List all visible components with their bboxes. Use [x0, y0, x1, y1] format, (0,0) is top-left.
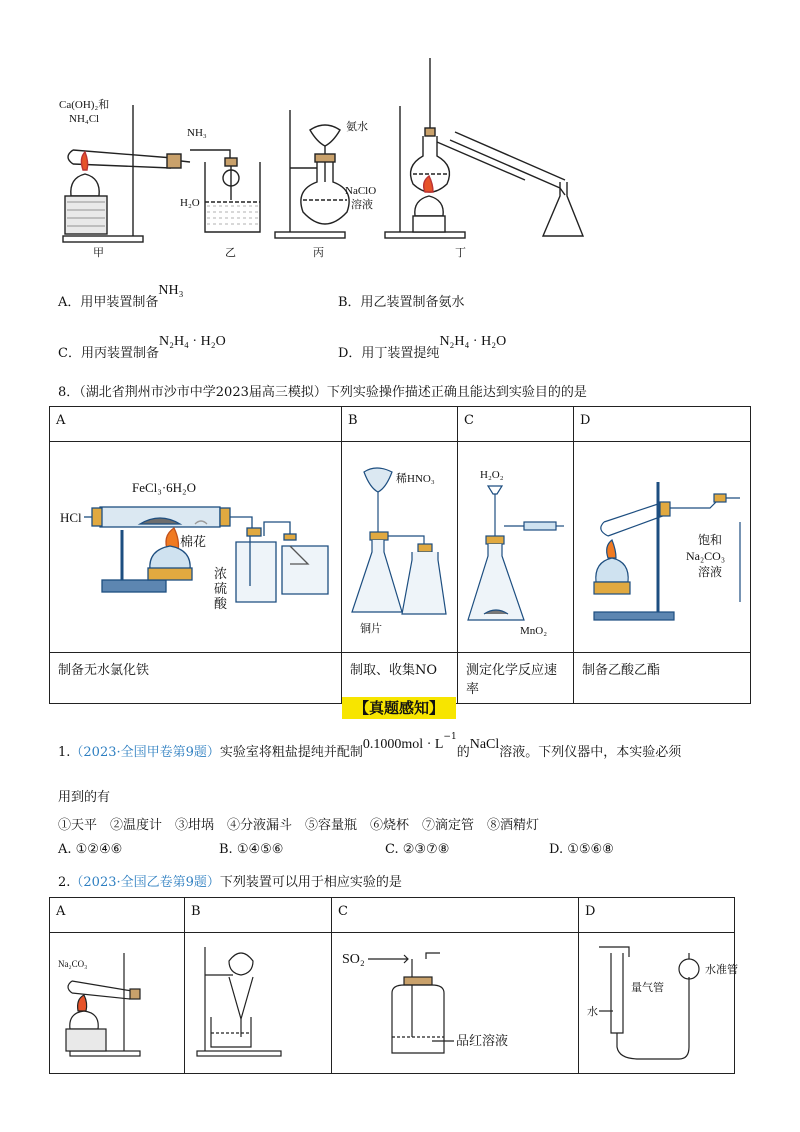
- problem-1-nacl: NaCl: [469, 737, 500, 752]
- p2-d-apparatus: [579, 933, 738, 1069]
- p2-header-d: D: [579, 898, 735, 933]
- p2-cell-b-figure: [185, 933, 332, 1074]
- apparatus-drawing-top: [55, 50, 755, 260]
- q8-a-cotton-label: 棉花: [180, 534, 207, 549]
- option-b-text: B．用乙装置制备氨水: [338, 295, 465, 310]
- option-d: [338, 334, 507, 362]
- p2-a-apparatus: [50, 933, 172, 1069]
- label-jia-reagent-2: NH₄Cl: [69, 113, 100, 125]
- q8-a-acid-label-2: 硫: [214, 581, 228, 596]
- caption-jia: 甲: [93, 247, 104, 259]
- q8-header-b: B: [342, 407, 458, 442]
- problem-1-choice-b: B. ①④⑤⑥: [219, 842, 284, 857]
- q8-b-apparatus: [342, 442, 448, 648]
- p2-cell-c-figure: [332, 933, 579, 1074]
- q8-d-sat-label-3: 溶液: [698, 565, 723, 579]
- problem-1-number: 1.: [58, 745, 71, 760]
- caption-bing: 丙: [313, 247, 324, 259]
- label-yi-gas: NH₃: [187, 127, 207, 139]
- section-banner: 【真题感知】: [342, 697, 456, 719]
- q8-a-apparatus: [50, 442, 338, 648]
- option-b: [338, 291, 465, 310]
- p2-c-pinhong-label: 品红溶液: [456, 1033, 509, 1048]
- p2-c-apparatus: [332, 933, 566, 1069]
- problem-2-source: （2023·全国乙卷第9题）: [70, 875, 220, 890]
- problem-2-number: 2.: [58, 875, 71, 890]
- q8-a-hcl-label: HCl: [60, 510, 82, 525]
- p2-header-a: A: [50, 898, 185, 933]
- p2-a-na2co3-label: Na₂CO₃: [58, 959, 88, 969]
- problem-1-concentration-exponent: −1: [443, 731, 457, 742]
- q8-table: [49, 406, 751, 704]
- q8-a-acid-label-3: 酸: [214, 596, 228, 611]
- q8-a-acid-label-1: 浓: [214, 566, 228, 581]
- problem-1-text-3: 溶液。下列仪器中，本实验必须: [499, 745, 682, 760]
- q8-c-h2o2-label: H₂O₂: [480, 469, 504, 481]
- q8-caption-a: 制备无水氯化铁: [50, 653, 342, 704]
- q8-cell-d-figure: [574, 442, 751, 653]
- problem-1-source: （2023·全国甲卷第9题）: [70, 745, 220, 760]
- problem-1-line-1: [58, 731, 682, 761]
- label-bing-solution-1: NaClO: [345, 185, 377, 197]
- problem-1-concentration: 0.1000mol · L: [362, 737, 444, 752]
- option-a-text: A．用甲装置制备: [58, 295, 159, 310]
- option-c-text: C．用丙装置制备: [58, 346, 159, 361]
- p2-d-gauge-label: 量气管: [631, 982, 664, 994]
- q8-header-c: C: [458, 407, 574, 442]
- problem-1-choice-c: C. ②③⑦⑧: [385, 842, 450, 857]
- label-bing-solution-2: 溶液: [351, 199, 373, 211]
- p2-cell-d-figure: [579, 933, 738, 1074]
- q8-b-cu-label: 铜片: [360, 623, 382, 635]
- q8-header-d: D: [574, 407, 751, 442]
- p2-d-leveler-label: 水准管: [705, 964, 738, 976]
- q8-b-hno3-label: 稀HNO₃: [396, 473, 435, 485]
- q8-cell-a-figure: [50, 442, 342, 653]
- label-jia-reagent-1: Ca(OH)₂和: [59, 99, 110, 111]
- apparatus-figure-top: [55, 50, 755, 260]
- q8-c-mno2-label: MnO₂: [520, 625, 548, 637]
- option-a-formula: NH₃: [158, 283, 184, 298]
- q8-d-sat-label-1: 饱和: [698, 533, 723, 547]
- q8-c-apparatus: [458, 442, 564, 648]
- problem-1-choice-d: D. ①⑤⑥⑧: [549, 842, 614, 857]
- q8-caption-b: 制取、收集NO: [342, 653, 458, 704]
- q8-a-fecl3-label: FeCl₃·6H₂O: [132, 480, 196, 495]
- q8-stem: 8．（湖北省荆州市沙市中学2023届高三模拟）下列实验操作描述正确且能达到实验目的的是: [58, 385, 587, 400]
- caption-ding: 丁: [455, 247, 466, 259]
- p2-header-c: C: [332, 898, 579, 933]
- option-d-text: D．用丁装置提纯: [338, 346, 440, 361]
- problem-1-text-2: 的: [456, 745, 470, 760]
- q8-d-apparatus: [574, 442, 750, 648]
- option-c-formula: N₂H₄ · H₂O: [158, 334, 226, 349]
- option-c: [58, 334, 226, 362]
- problem-1-text-1: 实验室将粗盐提纯并配制: [219, 745, 363, 760]
- problem-1-items: ①天平 ②温度计 ③坩埚 ④分液漏斗 ⑤容量瓶 ⑥烧杯 ⑦滴定管 ⑧酒精灯: [58, 818, 540, 833]
- p2-header-b: B: [185, 898, 332, 933]
- option-d-formula: N₂H₄ · H₂O: [439, 334, 507, 349]
- problem-2-text: 下列装置可以用于相应实验的是: [219, 875, 402, 890]
- option-a: [58, 283, 184, 311]
- label-yi-water: H₂O: [180, 197, 200, 209]
- q8-cell-b-figure: [342, 442, 458, 653]
- problem-2-table: [49, 897, 738, 1074]
- p2-cell-a-figure: [50, 933, 185, 1074]
- p2-c-so2-label: SO₂: [342, 952, 365, 967]
- q8-header-a: A: [50, 407, 342, 442]
- q8-d-sat-label-2: Na₂CO₃: [686, 549, 726, 563]
- p2-b-apparatus: [185, 933, 319, 1069]
- caption-yi: 乙: [225, 247, 236, 259]
- p2-d-water-label: 水: [587, 1006, 598, 1018]
- q8-cell-c-figure: [458, 442, 574, 653]
- q8-caption-d: 制备乙酸乙酯: [574, 653, 751, 704]
- problem-1-line-2: 用到的有: [58, 790, 111, 805]
- problem-2-stem: [58, 871, 402, 890]
- problem-1-choice-a: A. ①②④⑥: [58, 842, 123, 857]
- q8-caption-c: 测定化学反应速率: [458, 653, 574, 704]
- label-bing-top: 氨水: [346, 121, 368, 133]
